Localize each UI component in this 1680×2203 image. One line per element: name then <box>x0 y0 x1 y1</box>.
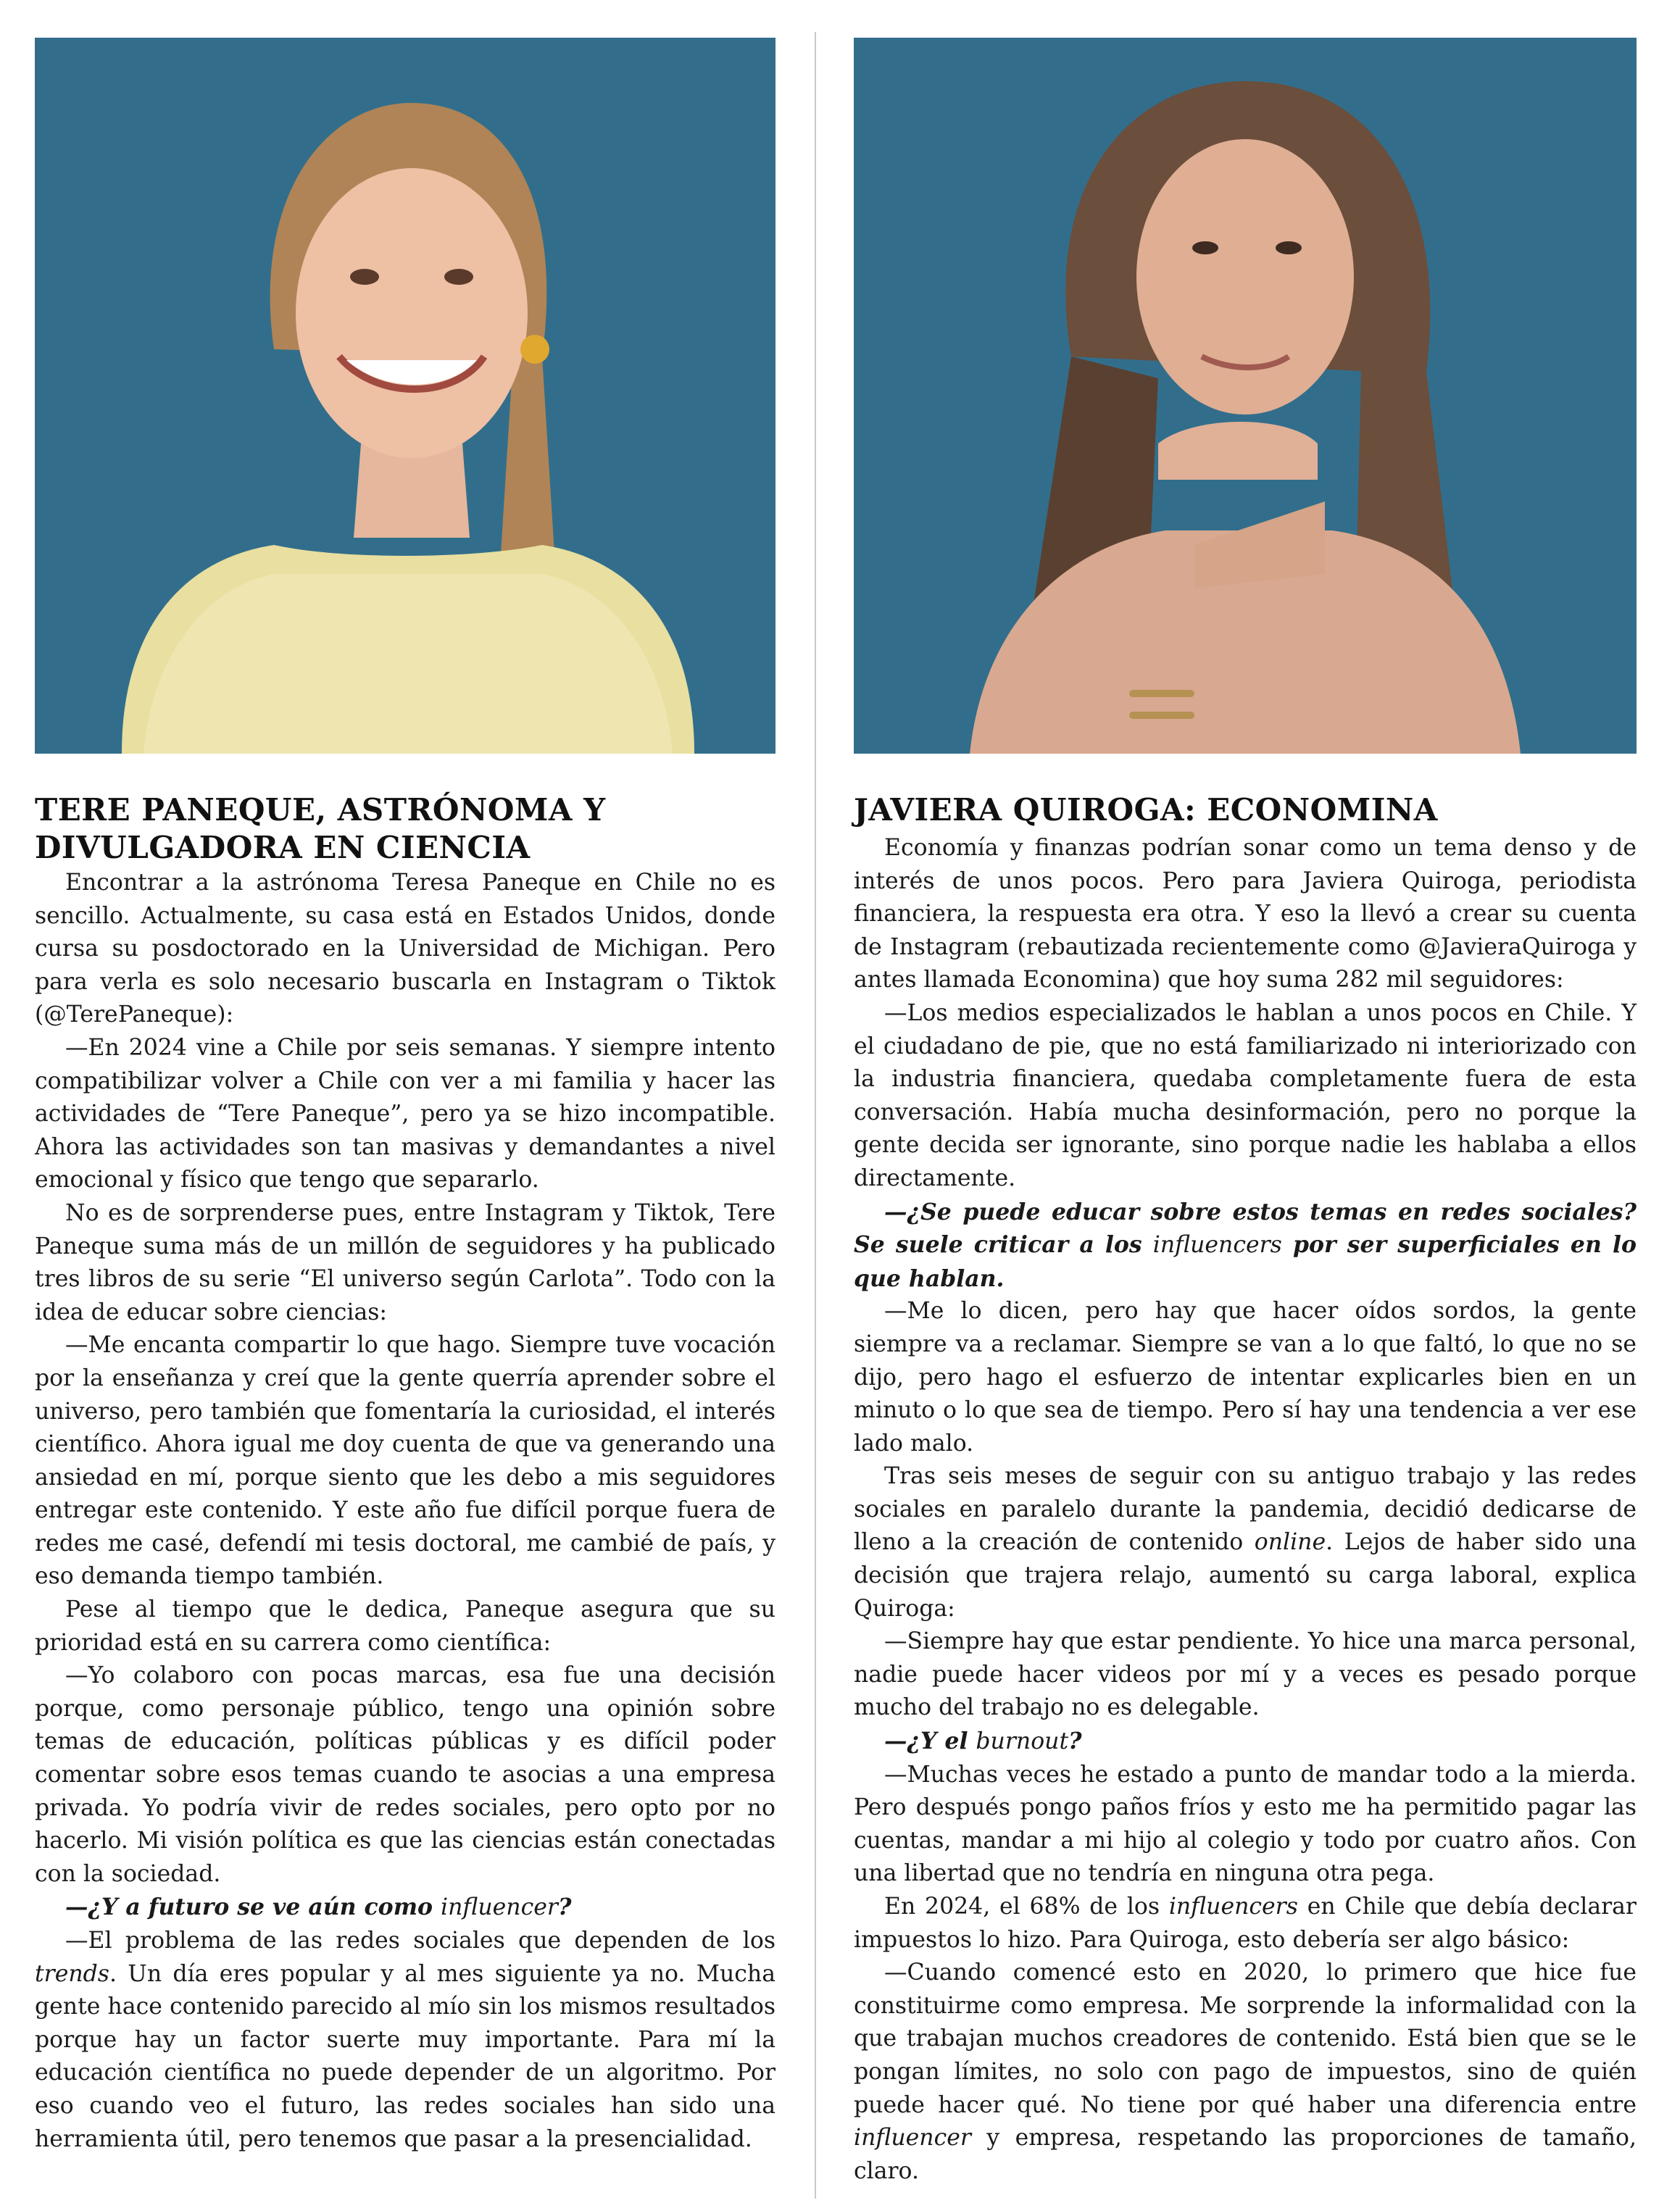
text-run: —Me encanta compartir lo que hago. Siempre tuve vocación por la enseñanza y creí que la gente querría aprender sobre el universo, pero también que fomentaría la curiosidad, el interés científico. Ahora igual me doy cuenta de que va generando una ansiedad en mí, porque siento que les debo a mis seguidores entregar este contenido. Y este año fue difícil porque fuera de redes me casé, defendí mi tesis doctoral, me cambié de país, y eso demanda tiempo también. <box>35 1332 775 1590</box>
text-run: —El problema de las redes sociales que dependen de los <box>65 1928 775 1954</box>
portrait-photo-right <box>854 38 1637 754</box>
article-body-left <box>35 867 775 2156</box>
text-run: ? <box>1068 1728 1082 1755</box>
portrait-javiera-quiroga-image <box>854 38 1637 754</box>
italic-term: online <box>1254 1529 1326 1556</box>
text-run: . Lejos de haber sido una decisión que trajera relajo, aumentó su carga laboral, explica Quiroga: <box>854 1529 1637 1622</box>
interview-question <box>854 1196 1637 1296</box>
interview-question <box>35 1891 775 1925</box>
paragraph <box>854 1460 1637 1625</box>
paragraph <box>854 1957 1637 2188</box>
paragraph <box>854 1295 1637 1460</box>
article-title-right <box>854 791 1637 829</box>
paragraph <box>854 1759 1637 1891</box>
text-run: —En 2024 vine a Chile por seis semanas. Y siempre intento compatibilizar volver a Chile con ver a mi familia y hacer las actividades de “Tere Paneque”, pero ya se hizo incompatible. Ahora las actividades son tan masivas y demandantes a nivel emocional y físico que tengo que separarlo. <box>35 1034 775 1194</box>
text-run: ? <box>557 1894 572 1921</box>
text-run: por ser superficiales en lo que hablan. <box>854 1231 1637 1292</box>
title-line-1: JAVIERA QUIROGA: ECONOMINA <box>854 792 1438 828</box>
text-run: En 2024, el 68% de los <box>884 1894 1169 1920</box>
italic-term: influencer <box>441 1894 558 1921</box>
text-run: —Me lo dicen, pero hay que hacer oídos sordos, la gente siempre va a reclamar. Siempre se van a lo que faltó, lo que no se dijo, pero hago el esfuerzo de intentar explicarles bien en un minuto o lo que sea de tiempo. Pero sí hay una tendencia a ver ese lado malo. <box>854 1298 1637 1457</box>
text-run: No es de sorprenderse pues, entre Instagram y Tiktok, Tere Paneque suma más de un millón de seguidores y ha publicado tres libros de su serie “El universo según Carlota”. Todo con la idea de educar sobre ciencias: <box>35 1199 775 1325</box>
text-run: —¿Y el <box>884 1728 976 1755</box>
portrait-photo-left <box>35 38 775 754</box>
text-run: Encontrar a la astrónoma Teresa Paneque en Chile no es sencillo. Actualmente, su casa está en Estados Unidos, donde cursa su posdoctorado en la Universidad de Michigan. Pero para verla es solo necesario buscarla en Instagram o Tiktok (@TerePaneque): <box>35 870 775 1028</box>
column-divider <box>815 32 816 2199</box>
text-run: Pese al tiempo que le dedica, Paneque asegura que su prioridad está en su carrera como científica: <box>35 1596 775 1656</box>
text-run: —¿Y a futuro se ve aún como <box>65 1894 441 1921</box>
article-title-left <box>35 791 775 867</box>
text-run: y empresa, respetando las proporciones de tamaño, claro. <box>854 2125 1637 2184</box>
text-run: —Los medios especializados le hablan a unos pocos en Chile. Y el ciudadano de pie, que no está familiarizado ni interiorizado con la industria financiera, quedaba completamente fuera de esta conversación. Había mucha desinformación, pero no porque la gente decida ser ignorante, sino porque nadie les hablaba a ellos directamente. <box>854 999 1637 1191</box>
italic-term: trends <box>35 1960 109 1987</box>
paragraph <box>35 1032 775 1197</box>
text-run: Tras seis meses de seguir con su antiguo trabajo y las redes sociales en paralelo durante la pandemia, decidió dedicarse de lleno a la creación de contenido <box>854 1463 1637 1556</box>
italic-term: burnout <box>976 1728 1069 1755</box>
paragraph <box>35 1659 775 1891</box>
title-line-2: DIVULGADORA EN CIENCIA <box>35 830 531 865</box>
text-run: —Muchas veces he estado a punto de mandar todo a la mierda. Pero después pongo paños fríos y esto me ha permitido pagar las cuentas, mandar a mi hijo al colegio y todo por cuatro años. Con una libertad que no tendría en ninguna otra pega. <box>854 1761 1637 1887</box>
text-run: —Yo colaboro con pocas marcas, esa fue una decisión porque, como personaje público, tengo una opinión sobre temas de educación, políticas públicas y es difícil poder comentar sobre esos temas cuando te asocias a una empresa privada. Yo podría vivir de redes sociales, pero opto por no hacerlo. Mi visión política es que las ciencias están conectadas con la sociedad. <box>35 1662 775 1887</box>
text-run: —Siempre hay que estar pendiente. Yo hice una marca personal, nadie puede hacer videos por mí y a veces es pesado porque mucho del trabajo no es delegable. <box>854 1628 1637 1721</box>
article-body-right <box>854 832 1637 2188</box>
paragraph <box>35 1594 775 1659</box>
text-run: en Chile que debía declarar impuestos lo hizo. Para Quiroga, esto debería ser algo básico: <box>854 1894 1637 1953</box>
text-run: Economía y finanzas podrían sonar como un tema denso y de interés de unos pocos. Pero para Javiera Quiroga, periodista financiera, la respuesta era otra. Y eso la llevó a crear su cuenta de Instagram (rebautizada recientemente como @JavieraQuiroga y antes llamada Economina) que hoy suma 282 mil seguidores: <box>854 835 1637 994</box>
text-run: —¿Se puede educar sobre estos temas en redes sociales? Se suele criticar a los <box>854 1198 1637 1259</box>
paragraph <box>854 832 1637 997</box>
italic-term: influencers <box>1168 1894 1298 1920</box>
paragraph <box>854 997 1637 1196</box>
italic-term: influencers <box>1152 1232 1282 1259</box>
paragraph <box>854 1891 1637 1957</box>
paragraph <box>35 867 775 1032</box>
portrait-tere-paneque-image <box>35 38 775 754</box>
paragraph <box>35 1197 775 1329</box>
interview-question <box>854 1725 1637 1759</box>
paragraph <box>35 1925 775 2156</box>
paragraph <box>854 1625 1637 1725</box>
text-run: . Un día eres popular y al mes siguiente ya no. Mucha gente hace contenido parecido al mío sin los mismos resultados porque hay un factor suerte muy importante. Para mí la educación científica no puede depender de un algoritmo. Por eso cuando veo el futuro, las redes sociales han sido una herramienta útil, pero tenemos que pasar a la presencialidad. <box>35 1960 775 2152</box>
italic-term: influencer <box>854 2125 971 2152</box>
title-line-1: TERE PANEQUE, ASTRÓNOMA Y <box>35 792 606 828</box>
paragraph <box>35 1329 775 1594</box>
text-run: —Cuando comencé esto en 2020, lo primero que hice fue constituirme como empresa. Me sorprende la informalidad con la que trabajan muchos creadores de contenido. Está bien que se le pongan límites, no solo con pago de impuestos, sino de quién puede hacer qué. No tiene por qué haber una diferencia entre <box>854 1960 1637 2118</box>
